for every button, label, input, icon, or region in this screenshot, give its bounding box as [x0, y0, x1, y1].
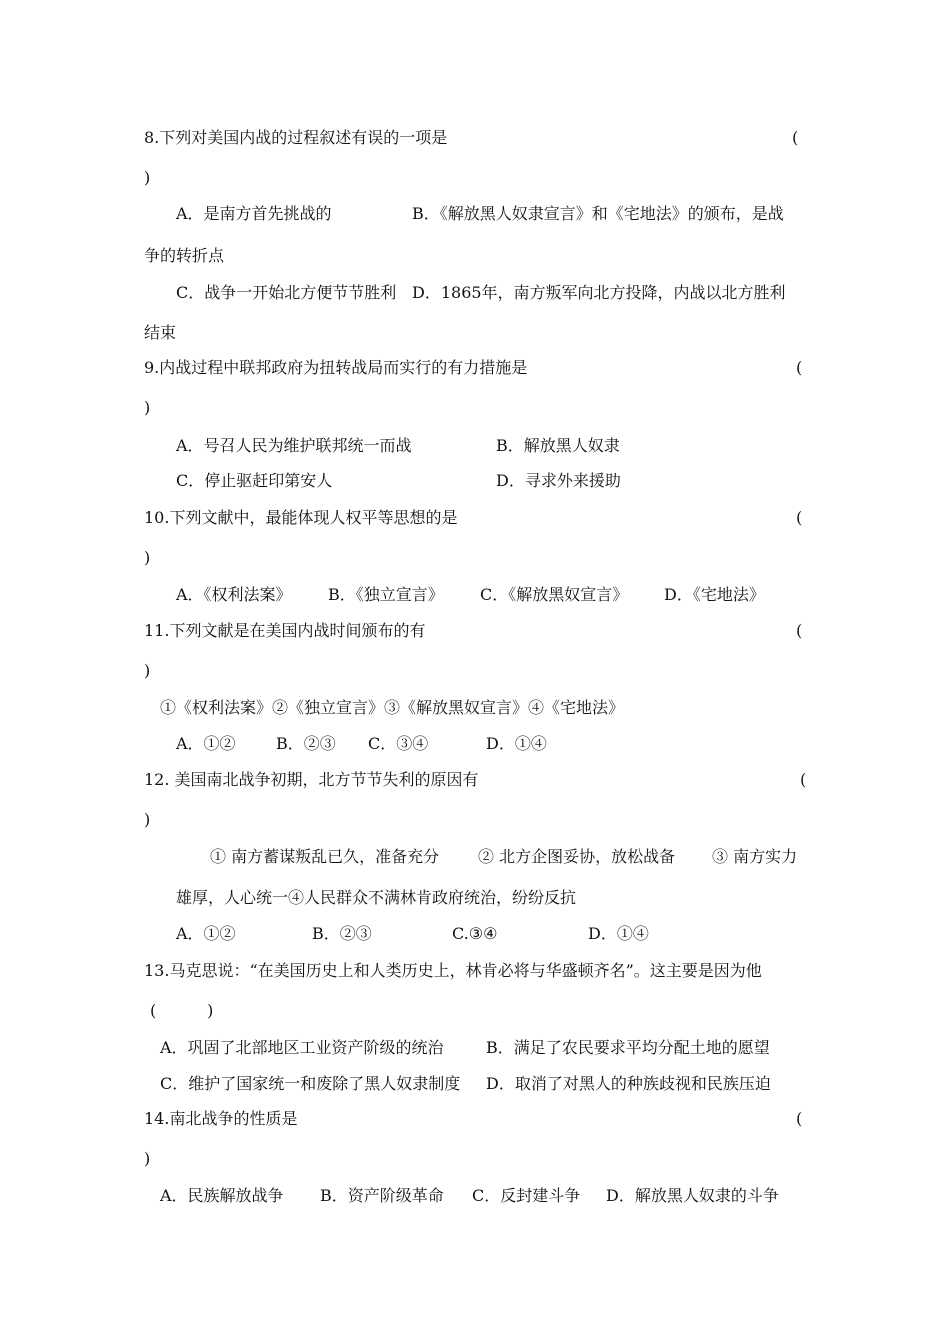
question-10-stem: 10.下列文献中，最能体现人权平等思想的是: [144, 508, 458, 527]
question-13-stem: 13.马克思说：“在美国历史上和人类历史上，林肯必将与华盛顿齐名”。这主要是因为他: [144, 961, 762, 980]
question-12-option-b: B．②③: [312, 924, 372, 943]
question-13-paren: ( ): [150, 1001, 214, 1020]
question-9-option-b: B．解放黑人奴隶: [496, 436, 620, 455]
question-13-option-d: D．取消了对黑人的种族歧视和民族压迫: [486, 1074, 771, 1093]
question-8-option-c: C．战争一开始北方便节节胜利: [176, 283, 397, 302]
question-14-option-c: C．反封建斗争: [472, 1186, 581, 1205]
question-11-stem: 11.下列文献是在美国内战时间颁布的有: [144, 621, 426, 640]
question-14-option-b: B．资产阶级革命: [320, 1186, 444, 1205]
question-11-paren-open: (: [796, 621, 803, 640]
question-11-option-a: A．①②: [176, 734, 236, 753]
question-13-option-b: B．满足了农民要求平均分配土地的愿望: [486, 1038, 770, 1057]
question-8-stem: 8.下列对美国内战的过程叙述有误的一项是: [144, 128, 448, 147]
question-14-stem: 14.南北战争的性质是: [144, 1109, 298, 1128]
question-13-option-a: A．巩固了北部地区工业资产阶级的统治: [160, 1038, 444, 1057]
question-12-option-d: D．①④: [588, 924, 649, 943]
question-12-paren-open: (: [800, 770, 807, 789]
question-9-option-d: D．寻求外来援助: [496, 471, 621, 490]
question-10-paren-close: ): [144, 548, 151, 567]
question-9-option-c: C．停止驱赶印第安人: [176, 471, 333, 490]
question-10-paren-open: (: [796, 508, 803, 527]
question-9-paren-open: (: [796, 358, 803, 377]
question-9-stem: 9.内战过程中联邦政府为扭转战局而实行的有力措施是: [144, 358, 528, 377]
question-8-paren-close: ): [144, 168, 151, 187]
question-8-option-a: A．是南方首先挑战的: [176, 204, 332, 223]
question-10-option-b: B．《独立宣言》: [328, 585, 444, 604]
question-11-option-b: B．②③: [276, 734, 336, 753]
question-10-option-c: C．《解放黑奴宣言》: [480, 585, 629, 604]
question-12-option-c: C.③④: [452, 924, 498, 943]
question-11-option-c: C．③④: [368, 734, 429, 753]
question-10-option-a: A．《权利法案》: [176, 585, 292, 604]
question-8-option-b: B．《解放黑人奴隶宣言》和《宅地法》的颁布，是战: [412, 204, 784, 223]
question-14-paren-open: (: [796, 1109, 803, 1128]
question-8-option-d: D．1865年，南方叛军向北方投降，内战以北方胜利: [412, 283, 786, 302]
question-12-item-line1-a: ① 南方蓄谋叛乱已久，准备充分: [210, 847, 440, 866]
question-14-option-d: D．解放黑人奴隶的斗争: [606, 1186, 779, 1205]
question-8-paren-open: (: [792, 128, 799, 147]
question-11-items: ①《权利法案》②《独立宣言》③《解放黑奴宣言》④《宅地法》: [160, 698, 625, 717]
question-14-option-a: A．民族解放战争: [160, 1186, 284, 1205]
question-12-paren-close: ): [144, 810, 151, 829]
question-14-paren-close: ): [144, 1149, 151, 1168]
question-12-option-a: A．①②: [176, 924, 236, 943]
question-12-item-line1-c: ③ 南方实力: [712, 847, 798, 866]
question-12-item-line1-b: ② 北方企图妥协，放松战备: [478, 847, 676, 866]
question-11-option-d: D．①④: [486, 734, 547, 753]
question-9-paren-close: ): [144, 398, 151, 417]
question-11-paren-close: ): [144, 661, 151, 680]
question-12-stem: 12. 美国南北战争初期，北方节节失利的原因有: [144, 770, 479, 789]
question-10-option-d: D．《宅地法》: [664, 585, 765, 604]
question-9-option-a: A．号召人民为维护联邦统一而战: [176, 436, 412, 455]
question-8-option-b-cont: 争的转折点: [144, 246, 225, 265]
question-13-option-c: C．维护了国家统一和废除了黑人奴隶制度: [160, 1074, 461, 1093]
question-12-item-line2: 雄厚，人心统一④人民群众不满林肯政府统治，纷纷反抗: [176, 888, 577, 907]
question-8-option-d-cont: 结束: [144, 323, 177, 342]
